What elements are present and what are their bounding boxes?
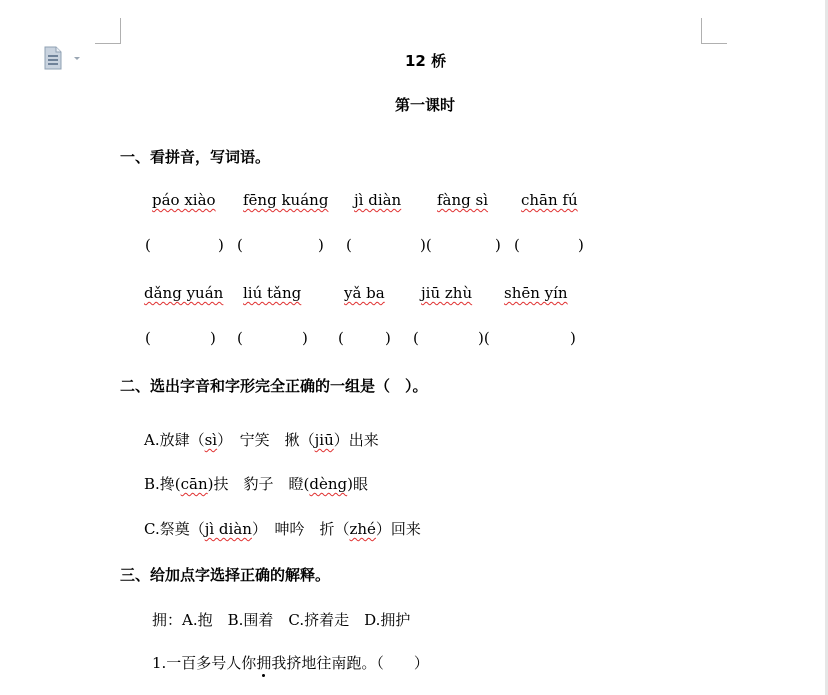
pinyin-9: jiū zhù [421,284,473,302]
pinyin-4: fàng sì [437,191,489,209]
pinyin-6: dǎng yuán [144,284,224,302]
blank-3b: )( [420,236,432,254]
pinyin-8: yǎ ba [344,284,385,302]
pinyin-2: fēng kuáng [243,191,329,209]
pinyin-7: liú tǎng [243,284,302,302]
blank-2b: ) [318,236,324,254]
pinyin-1: páo xiào [152,191,216,209]
blank-5b: ) [578,236,584,254]
crop-mark-top-right [701,18,727,44]
option-a: A.放肆（sì） 宁笑 揪（jiū）出来 [144,431,379,449]
document-icon[interactable] [44,46,84,70]
blank-2a: ( [237,236,243,254]
option-b: B.搀(cān)扶 豹子 瞪(dèng)眼 [144,475,368,493]
option-c: C.祭奠（jì diàn） 呻吟 折（zhé）回来 [144,520,421,538]
definition-options: 拥：A.抱 B.围着 C.挤着走 D.拥护 [152,611,411,629]
pinyin-5: chān fú [521,191,578,209]
blank-5a: ( [514,236,520,254]
blank-7a: ( [237,329,243,347]
section2-heading: 二、选出字音和字形完全正确的一组是（ ）。 [120,377,428,395]
blank-6a: ( [145,329,151,347]
section1-heading: 一、看拼音，写词语。 [120,148,271,166]
document-subtitle: 第一课时 [395,96,456,114]
blank-1b: ) [218,236,224,254]
crop-mark-top-left [95,18,121,44]
dotted-character: 拥 [256,654,272,672]
blank-8b: ) [385,329,391,347]
question-1: 1.一百多号人你拥我挤地往南跑。（ ） [152,654,429,672]
blank-6b: ) [210,329,216,347]
blank-4b: ) [495,236,501,254]
blank-7b: ) [302,329,308,347]
section3-heading: 三、给加点字选择正确的解释。 [120,566,331,584]
blank-9b: )( [478,329,490,347]
blank-1a: ( [145,236,151,254]
pinyin-3: jì diàn [354,191,402,209]
blank-10b: ) [570,329,576,347]
blank-8a: ( [338,329,344,347]
document-title: 12 桥 [405,52,447,70]
pinyin-10: shēn yín [504,284,568,302]
blank-3a: ( [346,236,352,254]
blank-9a: ( [413,329,419,347]
